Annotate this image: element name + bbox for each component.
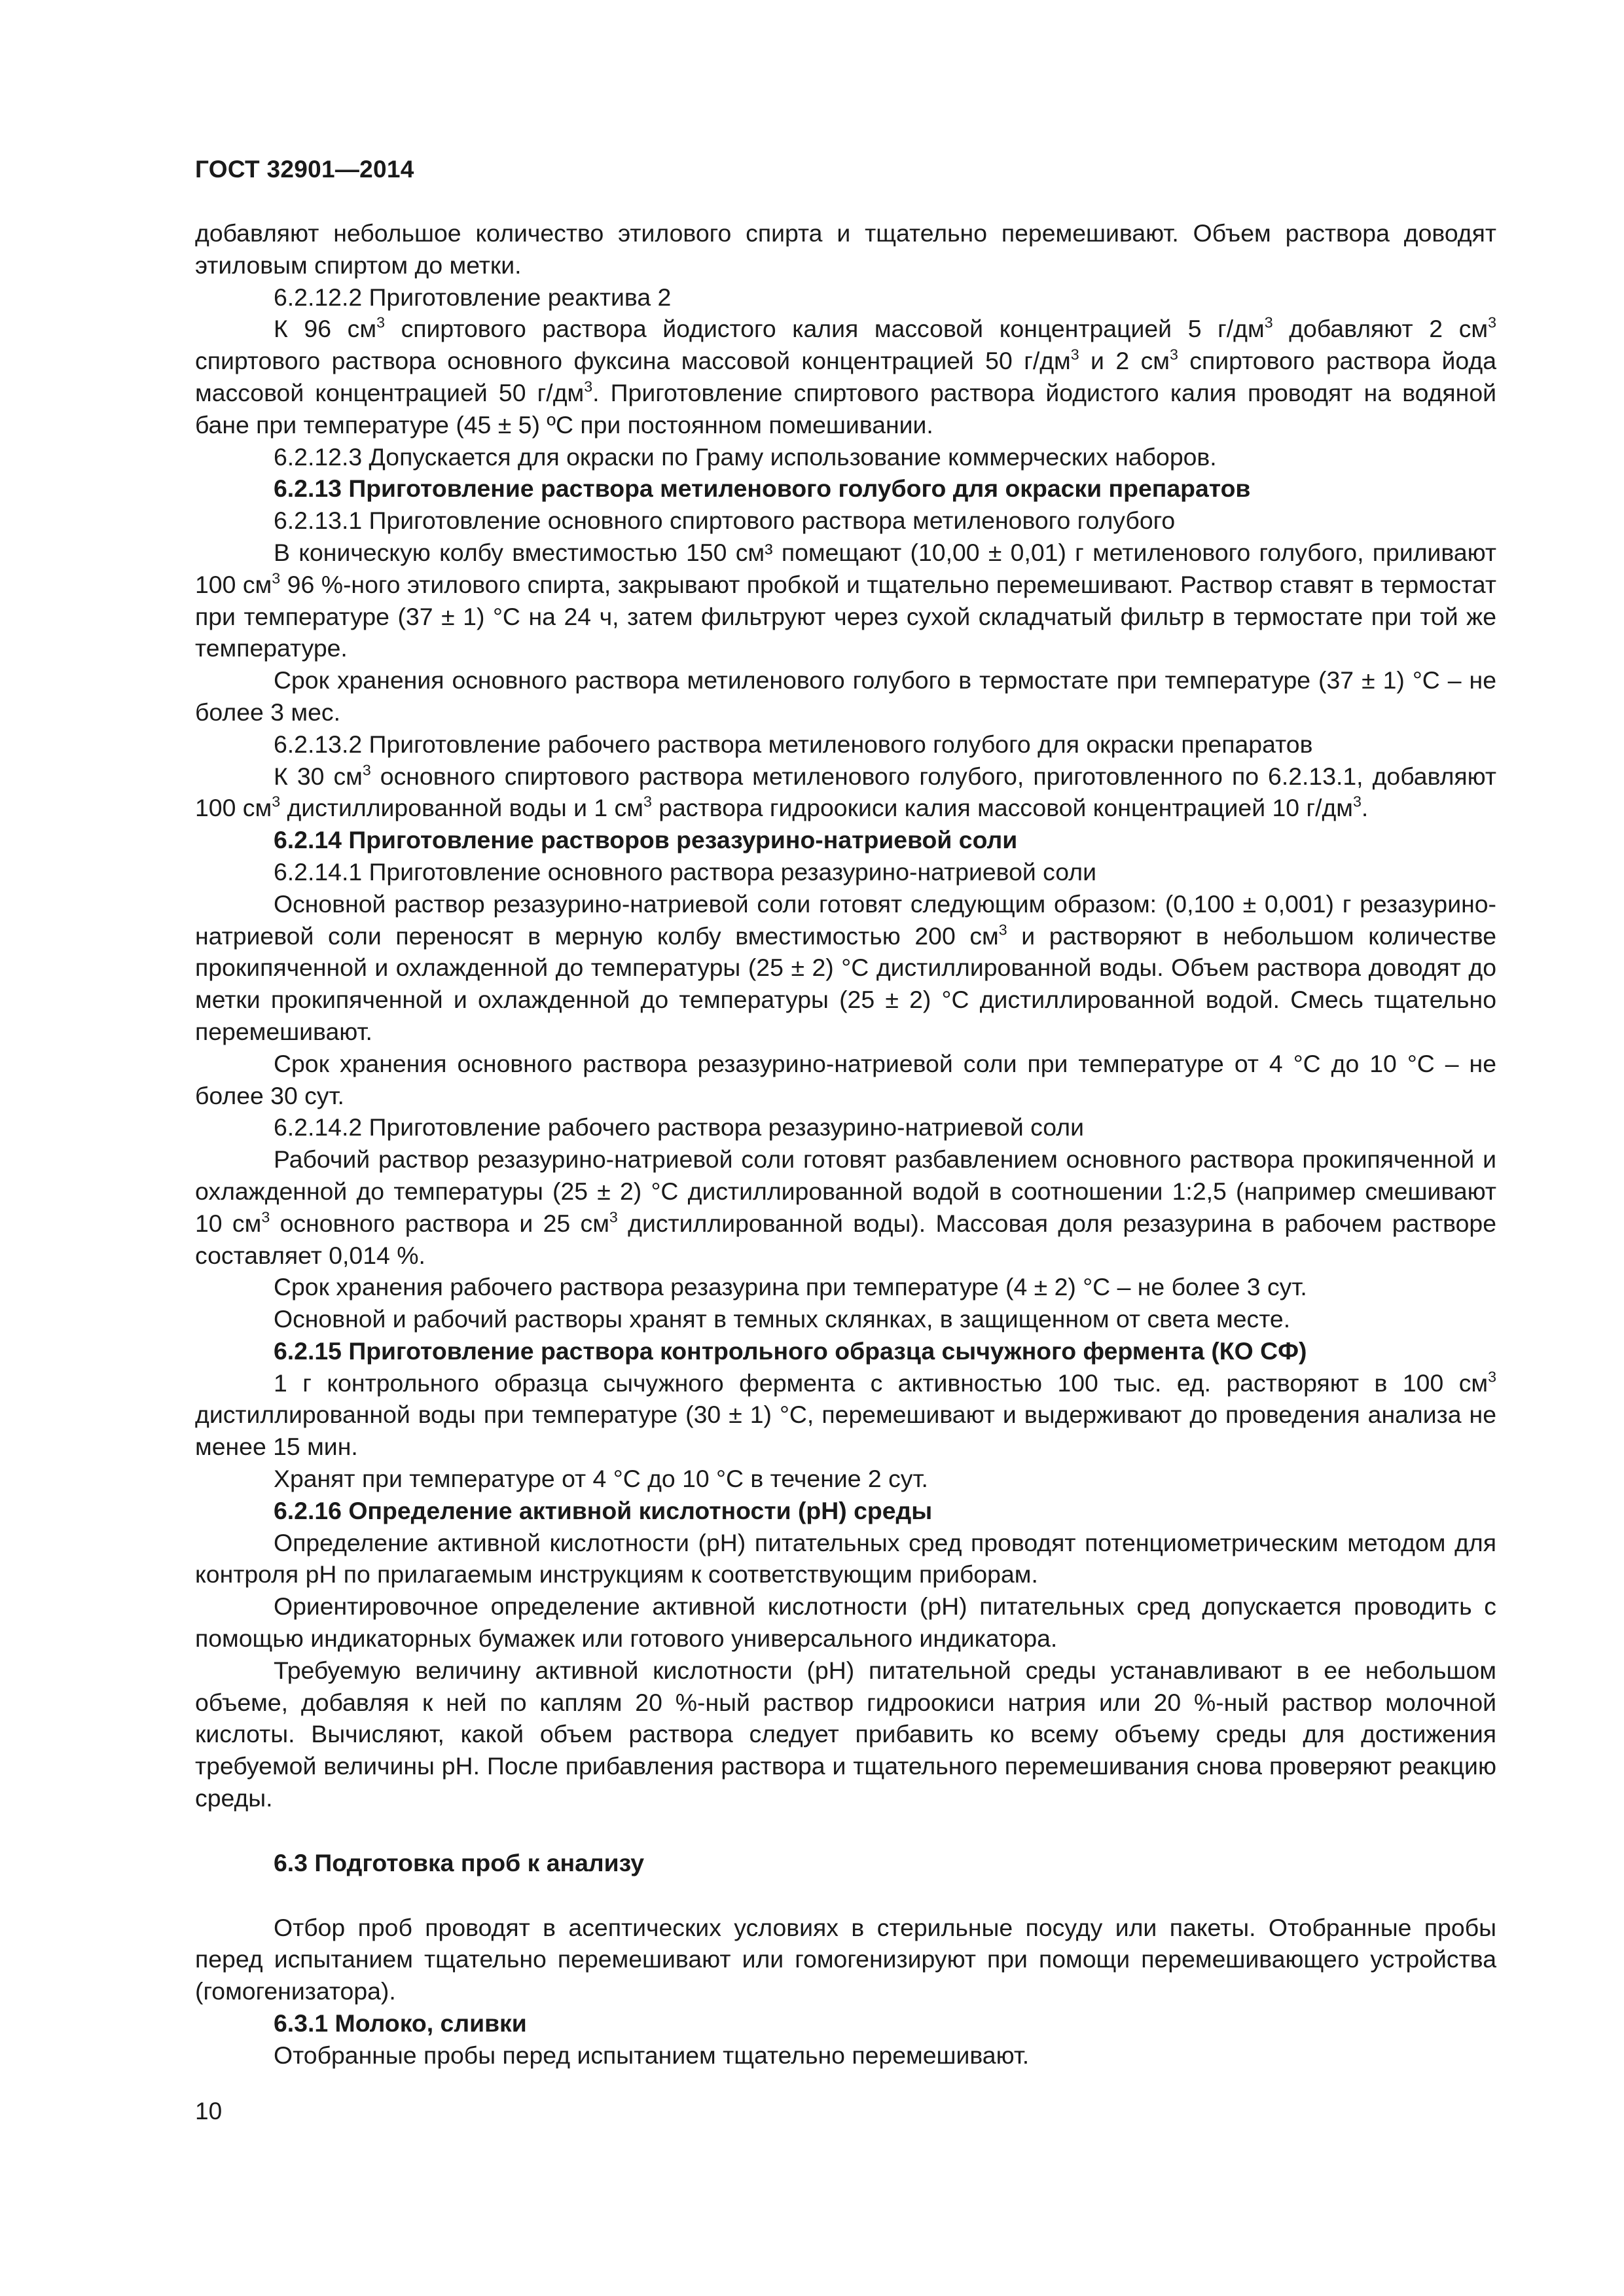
document-header: ГОСТ 32901—2014 bbox=[195, 156, 414, 183]
text-run: и 2 см bbox=[1079, 347, 1170, 375]
para-milk bbox=[195, 2039, 1496, 2072]
superscript: 3 bbox=[376, 314, 385, 332]
text-run: . Приготовление спиртового раствора йодистого калия проводят на водяной бане при температуре (45 ± 5) ºС при постоянном помешивании. bbox=[195, 378, 1497, 439]
text-run: Ориентировочное определение активной кислотности (рН) питательных сред допускается проводить с помощью индикаторных бумажек или готового универсального индикатора. bbox=[195, 1592, 1496, 1653]
text-run: спиртового раствора основного фуксина массовой концентрацией 50 г/дм bbox=[195, 347, 1071, 375]
text-run: 6.3 Подготовка проб к анализу bbox=[274, 1848, 645, 1876]
text-run: 6.2.14 Приготовление растворов резазурино-натриевой соли bbox=[274, 826, 1018, 854]
text-run: спиртового раствора йодистого калия массовой концентрацией 5 г/дм bbox=[384, 315, 1265, 343]
clause-6-2-12-3 bbox=[195, 441, 1496, 473]
text-run: . bbox=[1361, 794, 1369, 822]
para-sampling bbox=[195, 1912, 1496, 2007]
text-run: добавляют 2 см bbox=[1272, 315, 1489, 343]
para-ph-adjust bbox=[195, 1655, 1496, 1814]
text-run: 96 %-ного этилового спирта, закрывают пробкой и тщательно перемешивают. Раствор ставят в термостат при температуре (37 ± 1) °С на 24 ч, затем фильтруют через сухой складчатый фильтр в термостате при той же температуре. bbox=[195, 570, 1496, 662]
text-run: 6.2.16 Определение активной кислотности (рН) среды bbox=[274, 1496, 933, 1524]
text-run: 6.2.12.2 Приготовление реактива 2 bbox=[274, 283, 672, 311]
text-run: дистиллированной воды и 1 см bbox=[280, 794, 643, 822]
text-run: Срок хранения рабочего раствора резазурина при температуре (4 ± 2) °С – не более 3 сут. bbox=[274, 1273, 1307, 1301]
text-run: добавляют небольшое количество этилового спирта и тщательно перемешивают. Объем раствора доводят этиловым спиртом до метки. bbox=[195, 219, 1496, 279]
heading-6-2-15 bbox=[195, 1335, 1496, 1367]
text-run: 6.2.12.3 Допускается для окраски по Граму использование коммерческих наборов. bbox=[274, 442, 1217, 471]
text-run: 1 г контрольного образца сычужного фермента с активностью 100 тыс. ед. растворяют в 100 см bbox=[274, 1369, 1489, 1397]
text-run: Отбор проб проводят в асептических условиях в стерильные посуду или пакеты. Отобранные пробы перед испытанием тщательно перемешивают или гомогенизируют при помощи перемешивающего устройства (гомогенизатора). bbox=[195, 1913, 1496, 2005]
para-resazurin-storage bbox=[195, 1048, 1496, 1112]
para-ph-potentiometric bbox=[195, 1527, 1496, 1591]
text-run: Определение активной кислотности (рН) питательных сред проводят потенциометрическим методом для контроля рН по прилагаемым инструкциям к соответствующим приборам. bbox=[195, 1528, 1496, 1588]
superscript: 3 bbox=[1488, 314, 1496, 332]
clause-6-2-13-2 bbox=[195, 728, 1496, 761]
heading-6-3-1 bbox=[195, 2007, 1496, 2039]
heading-6-3 bbox=[195, 1847, 1496, 1879]
clause-6-2-14-2 bbox=[195, 1111, 1496, 1143]
superscript: 3 bbox=[362, 761, 371, 779]
para-methylene-storage bbox=[195, 664, 1496, 728]
superscript: 3 bbox=[1488, 1368, 1496, 1386]
text-run: Срок хранения основного раствора резазурино-натриевой соли при температуре от 4 °С до 10 °С – не более 30 сут. bbox=[195, 1049, 1496, 1109]
para-resazurin-working-storage bbox=[195, 1271, 1496, 1303]
text-run: Основной раствор резазурино-натриевой соли готовят следующим образом: (0,100 ± 0,001) г резазурино-натриевой соли переносят в мерную колбу вместимостью 200 см bbox=[195, 889, 1496, 950]
text-run: Требуемую величину активной кислотности (рН) питательной среды устанавливают в ее небольшом объеме, добавляя к ней по каплям 20 %-ный раствор гидроокиси натрия или 20 %-ный раствор молочной кислоты. Вычисляют, какой объем раствора следует прибавить ко всему объему среды для достижения требуемой величины рН. После прибавления раствора и тщательного перемешивания снова проверяют реакцию среды. bbox=[195, 1656, 1496, 1812]
para-methylene-prep bbox=[195, 537, 1496, 664]
text-run: В коническую колбу вместимостью 150 см³ помещают (10,00 ± 0,01) г метиленового голубого, приливают 100 см bbox=[195, 538, 1496, 598]
text-run: основного спиртового раствора метиленового голубого, приготовленного по 6.2.13.1, добавляют 100 см bbox=[195, 762, 1496, 822]
clause-6-2-13-1 bbox=[195, 505, 1496, 537]
superscript: 3 bbox=[1169, 346, 1178, 363]
text-run: 6.2.14.1 Приготовление основного раствора резазурино-натриевой соли bbox=[274, 857, 1096, 886]
superscript: 3 bbox=[584, 378, 593, 395]
text-run: Срок хранения основного раствора метиленового голубого в термостате при температуре (37 ± 1) °С – не более 3 мес. bbox=[195, 666, 1496, 726]
superscript: 3 bbox=[272, 793, 281, 810]
text-run: и растворяют в небольшом количестве прокипяченной и охлажденной до температуры (25 ± 2) °С дистиллированной воды. Объем раствора доводят до метки прокипяченной и охлажденной до температуры (25 ± 2) °С дистиллированной водой. Смесь тщательно перемешивают. bbox=[195, 922, 1496, 1045]
text-run: К 96 см bbox=[274, 315, 377, 343]
text-run: Хранят при температуре от 4 °С до 10 °С в течение 2 сут. bbox=[274, 1465, 928, 1493]
text-run: 6.3.1 Молоко, сливки bbox=[274, 2009, 527, 2037]
superscript: 3 bbox=[1070, 346, 1079, 363]
para-rennet-storage bbox=[195, 1463, 1496, 1495]
text-run: 6.2.13.2 Приготовление рабочего раствора метиленового голубого для окраски препаратов bbox=[274, 730, 1313, 758]
para-resazurin-prep bbox=[195, 888, 1496, 1048]
superscript: 3 bbox=[1264, 314, 1273, 332]
text-run: дистиллированной воды). Массовая доля резазурина в рабочем растворе составляет 0,014 %. bbox=[195, 1209, 1496, 1269]
para-continuation bbox=[195, 217, 1496, 281]
superscript: 3 bbox=[609, 1208, 618, 1226]
heading-6-2-14 bbox=[195, 824, 1496, 856]
text-run: 6.2.13 Приготовление раствора метиленового голубого для окраски препаратов bbox=[274, 475, 1251, 503]
clause-6-2-14-1 bbox=[195, 856, 1496, 888]
superscript: 3 bbox=[998, 921, 1007, 939]
para-storage-dark bbox=[195, 1303, 1496, 1335]
text-run: Основной и рабочий растворы хранят в темных склянках, в защищенном от света месте. bbox=[274, 1305, 1291, 1333]
para-ph-indicator bbox=[195, 1590, 1496, 1655]
document-body bbox=[195, 217, 1496, 2072]
superscript: 3 bbox=[1353, 793, 1362, 810]
clause-6-2-12-2 bbox=[195, 281, 1496, 314]
text-run: 6.2.13.1 Приготовление основного спиртового раствора метиленового голубого bbox=[274, 507, 1176, 535]
text-run: 6.2.14.2 Приготовление рабочего раствора резазурино-натриевой соли bbox=[274, 1113, 1084, 1141]
text-run: Рабочий раствор резазурино-натриевой соли готовят разбавлением основного раствора прокипяченной и охлажденной до температуры (25 ± 2) °С дистиллированной водой в соотношении 1:2,5 (например смешивают 10 см bbox=[195, 1145, 1496, 1237]
superscript: 3 bbox=[272, 569, 281, 587]
para-rennet-prep bbox=[195, 1367, 1496, 1463]
text-run: К 30 см bbox=[274, 762, 363, 790]
text-run: дистиллированной воды при температуре (30 ± 1) °С, перемешивают и выдерживают до проведения анализа не менее 15 мин. bbox=[195, 1401, 1496, 1461]
page-number: 10 bbox=[195, 2098, 223, 2125]
para-resazurin-working bbox=[195, 1143, 1496, 1271]
heading-6-2-16 bbox=[195, 1495, 1496, 1527]
superscript: 3 bbox=[261, 1208, 270, 1226]
superscript: 3 bbox=[643, 793, 652, 810]
heading-6-2-13 bbox=[195, 473, 1496, 505]
para-reagent-2 bbox=[195, 313, 1496, 440]
text-run: 6.2.15 Приготовление раствора контрольного образца сычужного фермента (КО СФ) bbox=[274, 1336, 1307, 1365]
text-run: раствора гидроокиси калия массовой концентрацией 10 г/дм bbox=[651, 794, 1354, 822]
text-run: Отобранные пробы перед испытанием тщательно перемешивают. bbox=[274, 2041, 1030, 2069]
para-methylene-working bbox=[195, 761, 1496, 825]
text-run: спиртового раствора йода массовой концентрацией 50 г/дм bbox=[195, 347, 1496, 406]
text-run: основного раствора и 25 см bbox=[270, 1209, 609, 1237]
